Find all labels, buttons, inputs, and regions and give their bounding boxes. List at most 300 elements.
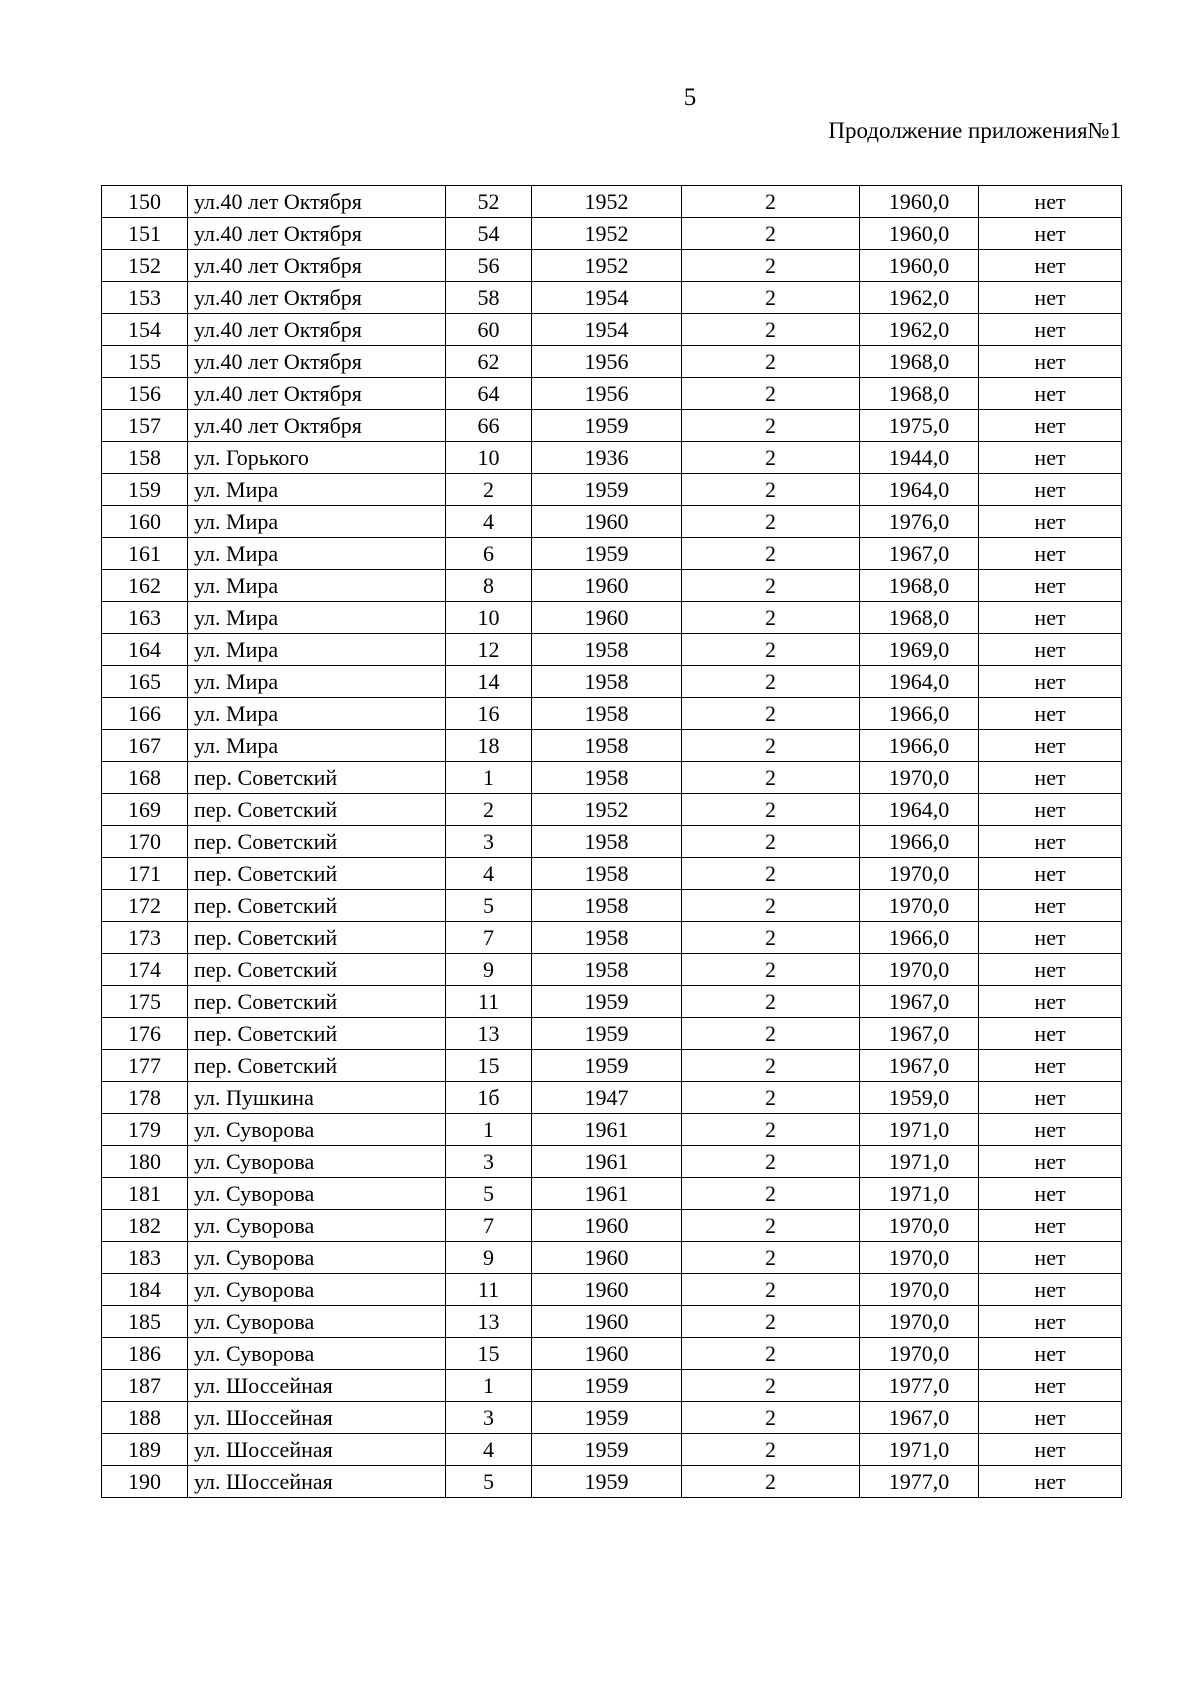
floors-cell: 2 (682, 346, 860, 378)
value-cell: 1970,0 (860, 954, 979, 986)
table-row (102, 762, 1122, 794)
row-number-cell: 162 (102, 570, 188, 602)
table-row (102, 1338, 1122, 1370)
floors-cell: 2 (682, 730, 860, 762)
status-cell: нет (979, 634, 1122, 666)
street-cell: ул. Суворова (188, 1146, 446, 1178)
street-cell: ул. Суворова (188, 1274, 446, 1306)
row-number-cell: 189 (102, 1434, 188, 1466)
house-number-cell: 5 (446, 1178, 532, 1210)
value-cell: 1977,0 (860, 1370, 979, 1402)
table-row (102, 986, 1122, 1018)
street-cell: ул.40 лет Октября (188, 218, 446, 250)
page-number: 5 (683, 84, 697, 111)
value-cell: 1960,0 (860, 250, 979, 282)
house-number-cell: 1б (446, 1082, 532, 1114)
floors-cell: 2 (682, 698, 860, 730)
status-cell: нет (979, 1466, 1122, 1498)
year-cell: 1958 (532, 954, 682, 986)
floors-cell: 2 (682, 442, 860, 474)
floors-cell: 2 (682, 282, 860, 314)
table-row (102, 282, 1122, 314)
table-row (102, 698, 1122, 730)
street-cell: ул. Мира (188, 506, 446, 538)
house-number-cell: 15 (446, 1050, 532, 1082)
house-number-cell: 4 (446, 858, 532, 890)
floors-cell: 2 (682, 506, 860, 538)
house-number-cell: 5 (446, 1466, 532, 1498)
street-cell: пер. Советский (188, 922, 446, 954)
status-cell: нет (979, 762, 1122, 794)
value-cell: 1970,0 (860, 762, 979, 794)
floors-cell: 2 (682, 986, 860, 1018)
row-number-cell: 157 (102, 410, 188, 442)
value-cell: 1970,0 (860, 1210, 979, 1242)
status-cell: нет (979, 1178, 1122, 1210)
table-row (102, 826, 1122, 858)
street-cell: пер. Советский (188, 858, 446, 890)
floors-cell: 2 (682, 1114, 860, 1146)
year-cell: 1961 (532, 1114, 682, 1146)
value-cell: 1962,0 (860, 314, 979, 346)
value-cell: 1971,0 (860, 1146, 979, 1178)
house-number-cell: 54 (446, 218, 532, 250)
table-row (102, 1466, 1122, 1498)
status-cell: нет (979, 538, 1122, 570)
house-number-cell: 7 (446, 922, 532, 954)
street-cell: ул. Суворова (188, 1338, 446, 1370)
status-cell: нет (979, 858, 1122, 890)
year-cell: 1960 (532, 1274, 682, 1306)
street-cell: ул. Мира (188, 730, 446, 762)
year-cell: 1960 (532, 506, 682, 538)
floors-cell: 2 (682, 1434, 860, 1466)
row-number-cell: 171 (102, 858, 188, 890)
status-cell: нет (979, 506, 1122, 538)
value-cell: 1971,0 (860, 1114, 979, 1146)
status-cell: нет (979, 1242, 1122, 1274)
row-number-cell: 166 (102, 698, 188, 730)
house-number-cell: 6 (446, 538, 532, 570)
street-cell: ул.40 лет Октября (188, 314, 446, 346)
row-number-cell: 184 (102, 1274, 188, 1306)
floors-cell: 2 (682, 1018, 860, 1050)
status-cell: нет (979, 314, 1122, 346)
table-row (102, 1082, 1122, 1114)
year-cell: 1960 (532, 602, 682, 634)
floors-cell: 2 (682, 794, 860, 826)
floors-cell: 2 (682, 634, 860, 666)
house-number-cell: 66 (446, 410, 532, 442)
status-cell: нет (979, 1434, 1122, 1466)
year-cell: 1959 (532, 1434, 682, 1466)
value-cell: 1970,0 (860, 1242, 979, 1274)
row-number-cell: 175 (102, 986, 188, 1018)
floors-cell: 2 (682, 474, 860, 506)
status-cell: нет (979, 730, 1122, 762)
floors-cell: 2 (682, 1050, 860, 1082)
street-cell: ул.40 лет Октября (188, 186, 446, 218)
house-number-cell: 3 (446, 1146, 532, 1178)
year-cell: 1958 (532, 826, 682, 858)
status-cell: нет (979, 378, 1122, 410)
floors-cell: 2 (682, 1306, 860, 1338)
table-row (102, 1210, 1122, 1242)
house-number-cell: 11 (446, 1274, 532, 1306)
floors-cell: 2 (682, 602, 860, 634)
status-cell: нет (979, 954, 1122, 986)
continuation-note: Продолжение приложения№1 (828, 118, 1121, 143)
row-number-cell: 179 (102, 1114, 188, 1146)
street-cell: ул. Мира (188, 602, 446, 634)
value-cell: 1962,0 (860, 282, 979, 314)
status-cell: нет (979, 986, 1122, 1018)
street-cell: ул. Шоссейная (188, 1370, 446, 1402)
value-cell: 1964,0 (860, 666, 979, 698)
row-number-cell: 177 (102, 1050, 188, 1082)
table-row (102, 538, 1122, 570)
street-cell: пер. Советский (188, 762, 446, 794)
value-cell: 1970,0 (860, 1274, 979, 1306)
floors-cell: 2 (682, 1146, 860, 1178)
year-cell: 1936 (532, 442, 682, 474)
floors-cell: 2 (682, 1274, 860, 1306)
table-row (102, 666, 1122, 698)
value-cell: 1960,0 (860, 186, 979, 218)
table-body (102, 186, 1122, 1498)
row-number-cell: 174 (102, 954, 188, 986)
house-number-cell: 62 (446, 346, 532, 378)
floors-cell: 2 (682, 1178, 860, 1210)
floors-cell: 2 (682, 922, 860, 954)
house-number-cell: 16 (446, 698, 532, 730)
street-cell: ул.40 лет Октября (188, 346, 446, 378)
house-number-cell: 2 (446, 474, 532, 506)
row-number-cell: 169 (102, 794, 188, 826)
house-number-cell: 7 (446, 1210, 532, 1242)
row-number-cell: 156 (102, 378, 188, 410)
floors-cell: 2 (682, 538, 860, 570)
row-number-cell: 160 (102, 506, 188, 538)
row-number-cell: 172 (102, 890, 188, 922)
street-cell: ул.40 лет Октября (188, 378, 446, 410)
floors-cell: 2 (682, 1242, 860, 1274)
floors-cell: 2 (682, 1370, 860, 1402)
year-cell: 1956 (532, 378, 682, 410)
row-number-cell: 155 (102, 346, 188, 378)
floors-cell: 2 (682, 378, 860, 410)
street-cell: ул. Шоссейная (188, 1434, 446, 1466)
year-cell: 1952 (532, 794, 682, 826)
floors-cell: 2 (682, 570, 860, 602)
house-number-cell: 18 (446, 730, 532, 762)
row-number-cell: 164 (102, 634, 188, 666)
street-cell: ул. Горького (188, 442, 446, 474)
street-cell: пер. Советский (188, 890, 446, 922)
value-cell: 1967,0 (860, 1050, 979, 1082)
row-number-cell: 178 (102, 1082, 188, 1114)
value-cell: 1967,0 (860, 538, 979, 570)
street-cell: пер. Советский (188, 986, 446, 1018)
table-row (102, 1306, 1122, 1338)
buildings-table (101, 185, 1122, 1498)
table-row (102, 506, 1122, 538)
floors-cell: 2 (682, 1338, 860, 1370)
status-cell: нет (979, 474, 1122, 506)
table-row (102, 314, 1122, 346)
year-cell: 1959 (532, 986, 682, 1018)
year-cell: 1958 (532, 858, 682, 890)
row-number-cell: 190 (102, 1466, 188, 1498)
row-number-cell: 181 (102, 1178, 188, 1210)
table-row (102, 346, 1122, 378)
street-cell: пер. Советский (188, 826, 446, 858)
status-cell: нет (979, 602, 1122, 634)
status-cell: нет (979, 1274, 1122, 1306)
status-cell: нет (979, 1146, 1122, 1178)
row-number-cell: 153 (102, 282, 188, 314)
year-cell: 1959 (532, 1018, 682, 1050)
value-cell: 1968,0 (860, 570, 979, 602)
status-cell: нет (979, 826, 1122, 858)
floors-cell: 2 (682, 1082, 860, 1114)
table-row (102, 602, 1122, 634)
street-cell: ул. Суворова (188, 1178, 446, 1210)
house-number-cell: 3 (446, 1402, 532, 1434)
year-cell: 1954 (532, 314, 682, 346)
row-number-cell: 167 (102, 730, 188, 762)
table-row (102, 186, 1122, 218)
row-number-cell: 182 (102, 1210, 188, 1242)
row-number-cell: 163 (102, 602, 188, 634)
value-cell: 1967,0 (860, 986, 979, 1018)
floors-cell: 2 (682, 762, 860, 794)
floors-cell: 2 (682, 250, 860, 282)
year-cell: 1959 (532, 1402, 682, 1434)
value-cell: 1970,0 (860, 858, 979, 890)
value-cell: 1970,0 (860, 890, 979, 922)
year-cell: 1954 (532, 282, 682, 314)
year-cell: 1952 (532, 250, 682, 282)
year-cell: 1960 (532, 1306, 682, 1338)
row-number-cell: 152 (102, 250, 188, 282)
row-number-cell: 176 (102, 1018, 188, 1050)
value-cell: 1966,0 (860, 730, 979, 762)
house-number-cell: 14 (446, 666, 532, 698)
street-cell: пер. Советский (188, 1050, 446, 1082)
year-cell: 1959 (532, 474, 682, 506)
status-cell: нет (979, 1050, 1122, 1082)
street-cell: пер. Советский (188, 954, 446, 986)
table-row (102, 1018, 1122, 1050)
house-number-cell: 58 (446, 282, 532, 314)
status-cell: нет (979, 1082, 1122, 1114)
street-cell: ул. Суворова (188, 1210, 446, 1242)
status-cell: нет (979, 1306, 1122, 1338)
table-row (102, 1274, 1122, 1306)
status-cell: нет (979, 1402, 1122, 1434)
year-cell: 1958 (532, 922, 682, 954)
year-cell: 1960 (532, 570, 682, 602)
house-number-cell: 15 (446, 1338, 532, 1370)
value-cell: 1969,0 (860, 634, 979, 666)
street-cell: ул. Мира (188, 570, 446, 602)
house-number-cell: 10 (446, 602, 532, 634)
value-cell: 1966,0 (860, 826, 979, 858)
floors-cell: 2 (682, 954, 860, 986)
year-cell: 1958 (532, 730, 682, 762)
street-cell: ул.40 лет Октября (188, 410, 446, 442)
house-number-cell: 60 (446, 314, 532, 346)
house-number-cell: 5 (446, 890, 532, 922)
year-cell: 1958 (532, 698, 682, 730)
row-number-cell: 170 (102, 826, 188, 858)
row-number-cell: 158 (102, 442, 188, 474)
table-row (102, 1434, 1122, 1466)
year-cell: 1958 (532, 890, 682, 922)
year-cell: 1952 (532, 218, 682, 250)
house-number-cell: 13 (446, 1306, 532, 1338)
table-row (102, 442, 1122, 474)
year-cell: 1959 (532, 538, 682, 570)
street-cell: ул. Мира (188, 698, 446, 730)
value-cell: 1960,0 (860, 218, 979, 250)
table-row (102, 1114, 1122, 1146)
floors-cell: 2 (682, 890, 860, 922)
table-row (102, 794, 1122, 826)
status-cell: нет (979, 346, 1122, 378)
value-cell: 1966,0 (860, 698, 979, 730)
floors-cell: 2 (682, 186, 860, 218)
house-number-cell: 13 (446, 1018, 532, 1050)
house-number-cell: 12 (446, 634, 532, 666)
house-number-cell: 8 (446, 570, 532, 602)
house-number-cell: 11 (446, 986, 532, 1018)
table-row (102, 858, 1122, 890)
house-number-cell: 4 (446, 1434, 532, 1466)
table-row (102, 1402, 1122, 1434)
value-cell: 1964,0 (860, 794, 979, 826)
status-cell: нет (979, 1370, 1122, 1402)
status-cell: нет (979, 666, 1122, 698)
year-cell: 1961 (532, 1146, 682, 1178)
row-number-cell: 150 (102, 186, 188, 218)
house-number-cell: 52 (446, 186, 532, 218)
table-row (102, 218, 1122, 250)
status-cell: нет (979, 282, 1122, 314)
value-cell: 1959,0 (860, 1082, 979, 1114)
row-number-cell: 173 (102, 922, 188, 954)
row-number-cell: 187 (102, 1370, 188, 1402)
status-cell: нет (979, 1338, 1122, 1370)
street-cell: ул. Пушкина (188, 1082, 446, 1114)
street-cell: ул. Мира (188, 634, 446, 666)
value-cell: 1967,0 (860, 1018, 979, 1050)
street-cell: ул.40 лет Октября (188, 282, 446, 314)
house-number-cell: 9 (446, 954, 532, 986)
status-cell: нет (979, 794, 1122, 826)
value-cell: 1944,0 (860, 442, 979, 474)
house-number-cell: 1 (446, 762, 532, 794)
floors-cell: 2 (682, 666, 860, 698)
year-cell: 1960 (532, 1338, 682, 1370)
street-cell: пер. Советский (188, 794, 446, 826)
value-cell: 1967,0 (860, 1402, 979, 1434)
value-cell: 1976,0 (860, 506, 979, 538)
table-row (102, 634, 1122, 666)
table-row (102, 570, 1122, 602)
value-cell: 1968,0 (860, 378, 979, 410)
year-cell: 1958 (532, 762, 682, 794)
value-cell: 1968,0 (860, 602, 979, 634)
row-number-cell: 185 (102, 1306, 188, 1338)
year-cell: 1959 (532, 1050, 682, 1082)
year-cell: 1958 (532, 634, 682, 666)
value-cell: 1971,0 (860, 1434, 979, 1466)
year-cell: 1959 (532, 1466, 682, 1498)
status-cell: нет (979, 1018, 1122, 1050)
house-number-cell: 9 (446, 1242, 532, 1274)
status-cell: нет (979, 186, 1122, 218)
row-number-cell: 161 (102, 538, 188, 570)
status-cell: нет (979, 698, 1122, 730)
table-row (102, 250, 1122, 282)
street-cell: ул. Мира (188, 474, 446, 506)
status-cell: нет (979, 1210, 1122, 1242)
year-cell: 1952 (532, 186, 682, 218)
street-cell: ул. Суворова (188, 1242, 446, 1274)
row-number-cell: 188 (102, 1402, 188, 1434)
status-cell: нет (979, 410, 1122, 442)
table-row (102, 378, 1122, 410)
street-cell: ул. Шоссейная (188, 1466, 446, 1498)
house-number-cell: 3 (446, 826, 532, 858)
table-row (102, 890, 1122, 922)
floors-cell: 2 (682, 218, 860, 250)
status-cell: нет (979, 218, 1122, 250)
street-cell: ул. Мира (188, 666, 446, 698)
table-row (102, 1050, 1122, 1082)
table-row (102, 730, 1122, 762)
house-number-cell: 56 (446, 250, 532, 282)
street-cell: пер. Советский (188, 1018, 446, 1050)
house-number-cell: 1 (446, 1370, 532, 1402)
status-cell: нет (979, 922, 1122, 954)
row-number-cell: 168 (102, 762, 188, 794)
table-row (102, 1178, 1122, 1210)
house-number-cell: 64 (446, 378, 532, 410)
status-cell: нет (979, 890, 1122, 922)
row-number-cell: 151 (102, 218, 188, 250)
floors-cell: 2 (682, 826, 860, 858)
status-cell: нет (979, 250, 1122, 282)
street-cell: ул. Суворова (188, 1114, 446, 1146)
value-cell: 1966,0 (860, 922, 979, 954)
value-cell: 1975,0 (860, 410, 979, 442)
floors-cell: 2 (682, 1402, 860, 1434)
year-cell: 1956 (532, 346, 682, 378)
value-cell: 1977,0 (860, 1466, 979, 1498)
table-row (102, 954, 1122, 986)
table-row (102, 410, 1122, 442)
status-cell: нет (979, 570, 1122, 602)
row-number-cell: 183 (102, 1242, 188, 1274)
floors-cell: 2 (682, 858, 860, 890)
house-number-cell: 10 (446, 442, 532, 474)
row-number-cell: 165 (102, 666, 188, 698)
year-cell: 1959 (532, 410, 682, 442)
status-cell: нет (979, 442, 1122, 474)
